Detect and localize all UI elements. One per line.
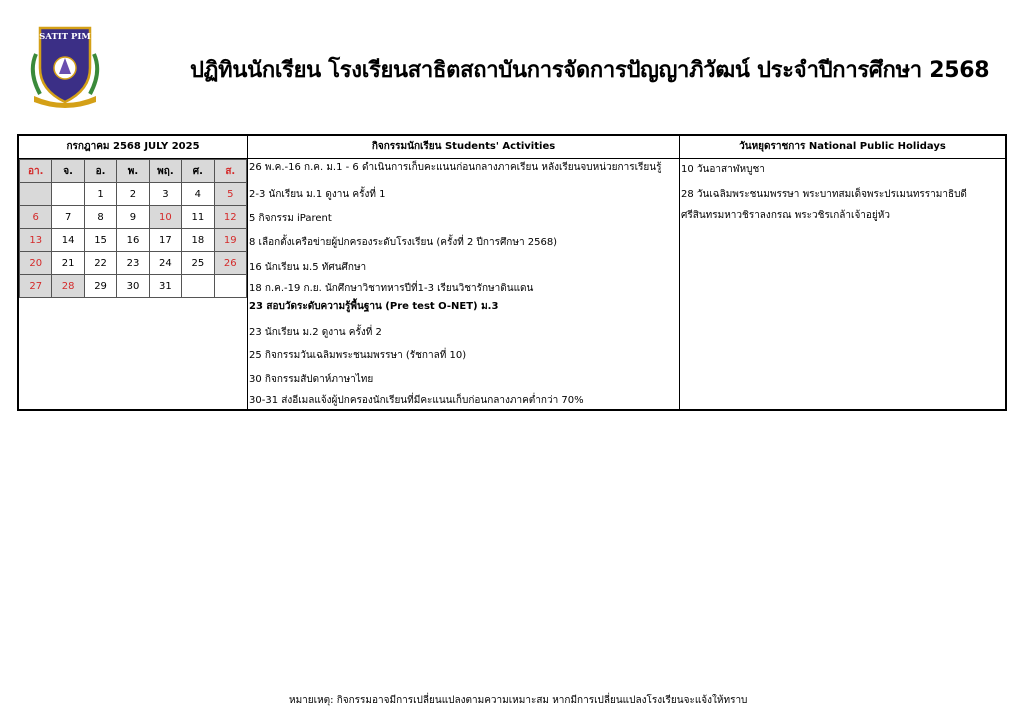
day-cell: 1 <box>84 183 116 206</box>
day-cell: 2 <box>117 183 149 206</box>
day-cell <box>214 275 246 298</box>
day-cell: 25 <box>182 252 214 275</box>
weekday-tue: อ. <box>84 160 116 183</box>
holiday-item: 10 วันอาสาฬหบูชา <box>681 164 765 175</box>
activity-item-highlight: 23 สอบวัดระดับความรู้พื้นฐาน (Pre test O-NET) ม.3 <box>249 301 499 312</box>
day-cell: 17 <box>149 229 181 252</box>
day-cell: 21 <box>52 252 84 275</box>
week-row <box>20 275 247 298</box>
footer-note: หมายเหตุ: กิจกรรมอาจมีการเปลี่ยนแปลงตามความเหมาะสม หากมีการเปลี่ยนแปลงโรงเรียนจะแจ้งให้ทราบ <box>289 695 748 706</box>
month-header: กรกฎาคม 2568 JULY 2025 <box>66 141 200 152</box>
activity-item: 25 กิจกรรมวันเฉลิมพระชนมพรรษา (รัชกาลที่ 10) <box>249 350 467 361</box>
day-cell: 30 <box>117 275 149 298</box>
day-cell: 19 <box>214 229 246 252</box>
activity-item: 5 กิจกรรม iParent <box>249 213 332 224</box>
weekday-wed: พ. <box>117 160 149 183</box>
day-cell: 3 <box>149 183 181 206</box>
day-cell: 31 <box>149 275 181 298</box>
holiday-item-continued: ศรีสินทรมหาวชิราลงกรณ พระวชิรเกล้าเจ้าอยู่หัว <box>681 210 890 221</box>
weekday-sat: ส. <box>214 160 246 183</box>
day-cell: 18 <box>182 229 214 252</box>
activity-item: 26 พ.ค.-16 ก.ค. ม.1 - 6 ดำเนินการเก็บคะแนนก่อนกลางภาคเรียน หลังเรียนจบหน่วยการเรียนรู้ <box>249 162 662 173</box>
page-title: ปฏิทินนักเรียน โรงเรียนสาธิตสถาบันการจัดการปัญญาภิวัฒน์ ประจำปีการศึกษา 2568 <box>190 58 990 83</box>
school-logo <box>26 24 104 110</box>
day-cell: 16 <box>117 229 149 252</box>
day-cell: 15 <box>84 229 116 252</box>
activity-item: 16 นักเรียน ม.5 ทัศนศึกษา <box>249 262 367 273</box>
week-row <box>20 206 247 229</box>
weekday-row <box>20 160 247 183</box>
day-cell: 29 <box>84 275 116 298</box>
day-cell: 22 <box>84 252 116 275</box>
calendar-frame <box>17 134 1007 411</box>
day-cell: 11 <box>182 206 214 229</box>
day-cell: 13 <box>20 229 52 252</box>
activity-item: 2-3 นักเรียน ม.1 ดูงาน ครั้งที่ 1 <box>249 189 386 200</box>
activity-item: 8 เลือกตั้งเครือข่ายผู้ปกครองระดับโรงเรียน (ครั้งที่ 2 ปีการศึกษา 2568) <box>249 237 558 248</box>
week-row <box>20 252 247 275</box>
day-cell <box>52 183 84 206</box>
activities-header: กิจกรรมนักเรียน Students' Activities <box>371 141 556 152</box>
activity-item: 23 นักเรียน ม.2 ดูงาน ครั้งที่ 2 <box>249 327 382 338</box>
day-cell-holiday: 10 <box>149 206 181 229</box>
day-cell: 4 <box>182 183 214 206</box>
month-grid <box>19 159 247 298</box>
day-cell: 6 <box>20 206 52 229</box>
day-cell: 27 <box>20 275 52 298</box>
activity-item: 18 ก.ค.-19 ก.ย. นักศึกษาวิชาทหารปีที่1-3 เรียนวิชารักษาดินแดน <box>249 283 534 294</box>
day-cell <box>20 183 52 206</box>
day-cell: 20 <box>20 252 52 275</box>
week-row <box>20 229 247 252</box>
day-cell-holiday: 28 <box>52 275 84 298</box>
activity-item: 30 กิจกรรมสัปดาห์ภาษาไทย <box>249 374 374 385</box>
weekday-sun: อา. <box>20 160 52 183</box>
week-row <box>20 183 247 206</box>
day-cell: 8 <box>84 206 116 229</box>
day-cell <box>182 275 214 298</box>
logo-lettering: SATIT PIM <box>39 32 91 42</box>
activity-item: 30-31 ส่งอีเมลแจ้งผู้ปกครองนักเรียนที่มีคะแนนเก็บก่อนกลางภาคต่ำกว่า 70% <box>249 395 584 406</box>
day-cell: 7 <box>52 206 84 229</box>
weekday-fri: ศ. <box>182 160 214 183</box>
weekday-thu: พฤ. <box>149 160 181 183</box>
day-cell: 9 <box>117 206 149 229</box>
day-cell: 23 <box>117 252 149 275</box>
day-cell: 12 <box>214 206 246 229</box>
day-cell: 5 <box>214 183 246 206</box>
day-cell: 24 <box>149 252 181 275</box>
column-divider <box>679 136 680 409</box>
holiday-item: 28 วันเฉลิมพระชนมพรรษา พระบาทสมเด็จพระปรเมนทรรามาธิบดี <box>681 189 967 200</box>
column-divider <box>247 136 248 409</box>
day-cell: 14 <box>52 229 84 252</box>
day-cell: 26 <box>214 252 246 275</box>
weekday-mon: จ. <box>52 160 84 183</box>
holidays-header: วันหยุดราชการ National Public Holidays <box>739 141 946 152</box>
